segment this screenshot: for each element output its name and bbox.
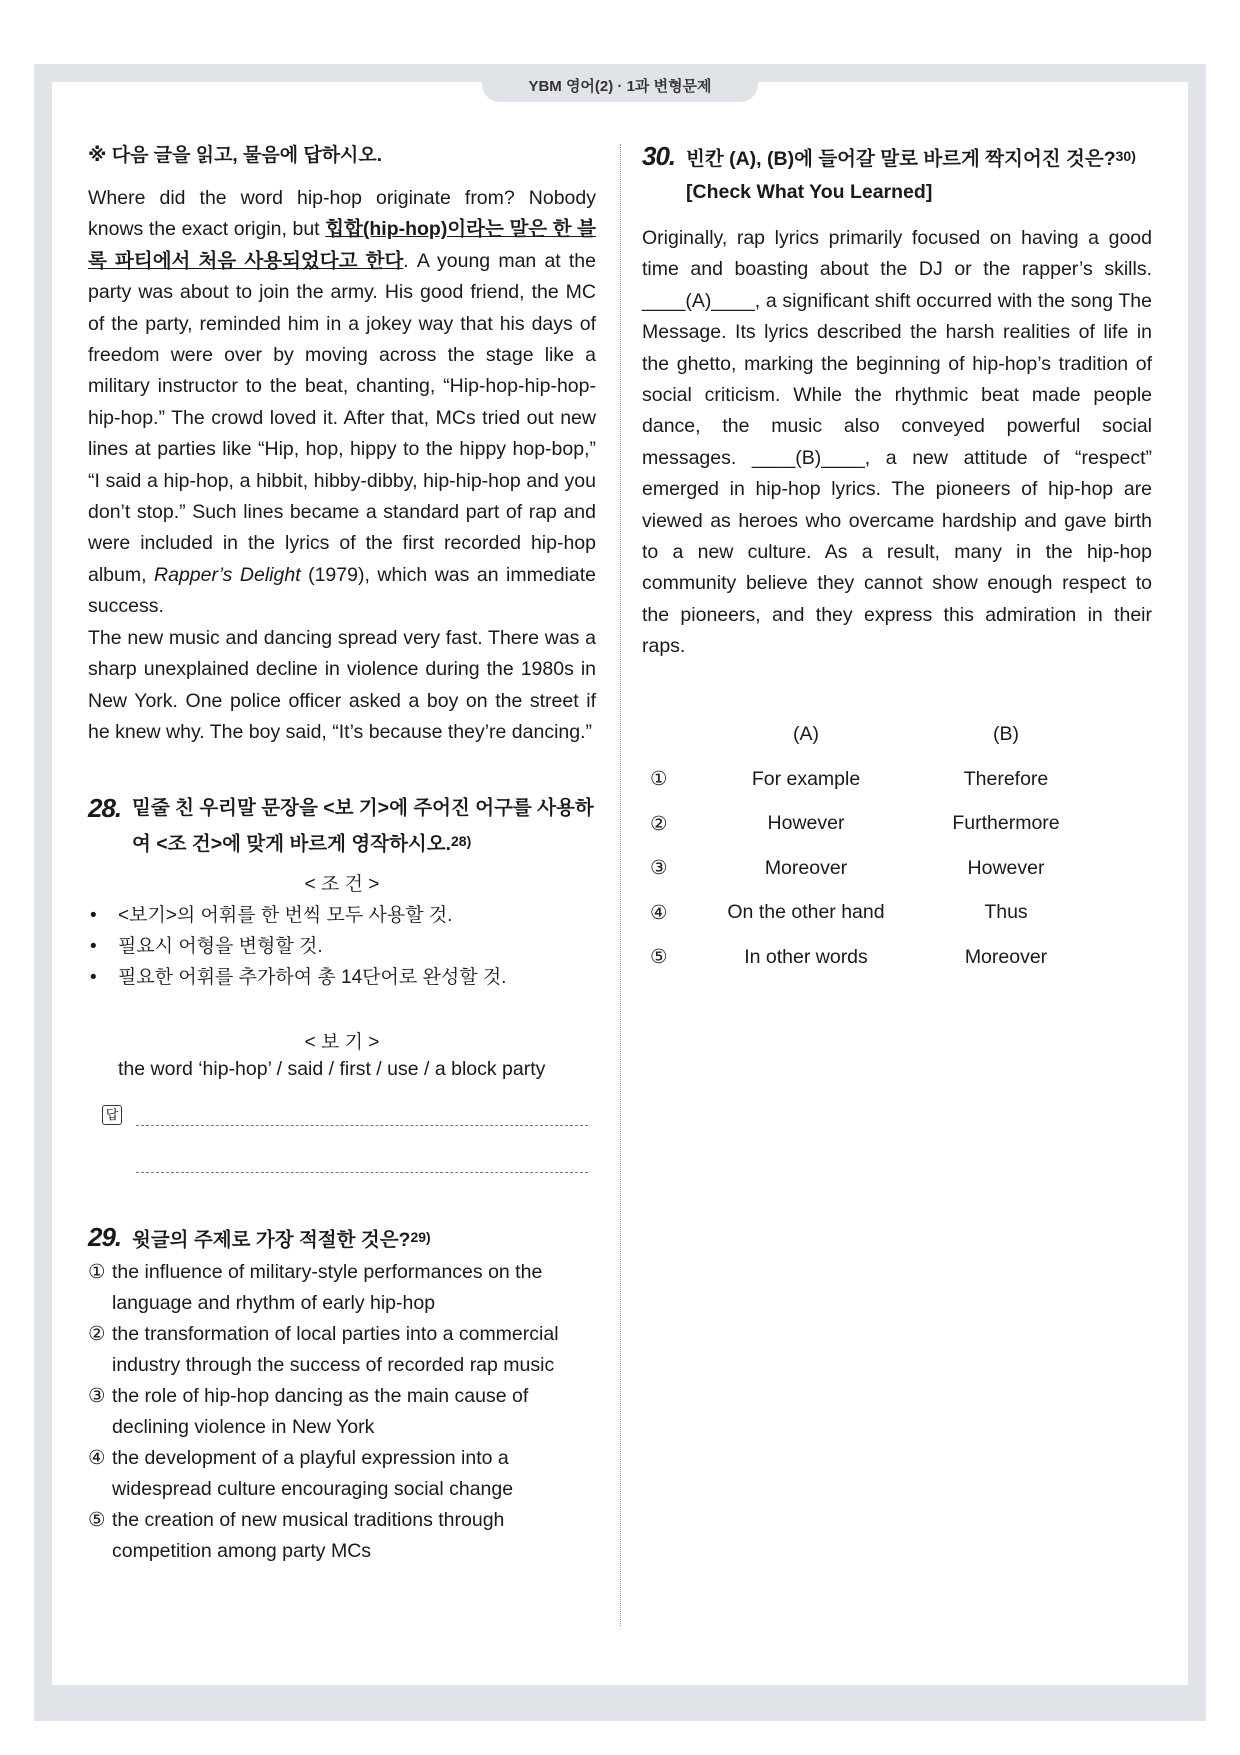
table-row[interactable] [642, 891, 1152, 936]
reading-passage [88, 183, 596, 623]
column-header: (B) [993, 723, 1019, 746]
question-text [132, 792, 596, 861]
option-text: the creation of new musical traditions through competition among party MCs [112, 1509, 505, 1563]
question-number: 30. [642, 141, 676, 171]
answer-line[interactable] [136, 1152, 588, 1173]
question-29 [88, 1221, 596, 1567]
left-column [88, 140, 596, 1567]
option-text: the influence of military-style performances on the language and rhythm of early hip-hop [112, 1261, 543, 1315]
options-list [88, 1257, 596, 1567]
cell-b: Furthermore [952, 812, 1060, 835]
cell-b: Thus [984, 901, 1028, 924]
column-divider [620, 144, 621, 1626]
question-prompt: 밑줄 친 우리말 문장을 <보 기>에 주어진 어구를 사용하여 <조 건>에 맞게 바르게 영작하시오. [132, 797, 594, 856]
question-30-passage [642, 223, 1152, 663]
table-row[interactable] [642, 935, 1152, 980]
question-28 [88, 792, 596, 1199]
condition-item: • 필요시 어형을 변형할 것. [88, 931, 596, 962]
footnote-ref: 28) [451, 833, 472, 850]
answer-option[interactable] [88, 1505, 596, 1567]
right-column [642, 140, 1152, 980]
option-marker: ④ [650, 901, 668, 924]
passage-text: (1979), which was an immediate success. [88, 563, 596, 618]
option-marker: ④ [88, 1447, 106, 1470]
blank-a: ____(A)____ [642, 289, 755, 312]
answer-area [88, 1105, 596, 1199]
question-subtitle: [Check What You Learned] [686, 181, 933, 203]
question-number: 29. [88, 1222, 122, 1253]
option-marker: ③ [88, 1385, 106, 1408]
option-marker: ① [650, 768, 668, 791]
answer-option[interactable] [88, 1257, 596, 1319]
instruction: ※ 다음 글을 읽고, 물음에 답하시오. [88, 145, 383, 166]
option-marker: ① [88, 1261, 106, 1284]
option-text: the role of hip-hop dancing as the main cause of declining violence in New York [112, 1385, 529, 1439]
question-prompt: 빈칸 (A), (B)에 들어갈 말로 바르게 짝지어진 것은? [686, 148, 1116, 170]
cell-a: For example [751, 767, 861, 790]
option-marker: ② [650, 812, 668, 835]
column-header: (A) [793, 723, 819, 746]
condition-item: • <보기>의 어휘를 한 번씩 모두 사용할 것. [88, 900, 596, 931]
blank-b: ____(B)____ [751, 446, 865, 469]
header-title: YBM 영어(2) · 1과 변형문제 [482, 68, 758, 102]
question-30 [642, 140, 1152, 980]
passage-text: Originally, rap lyrics primarily focused on having a good time and boasting about the DJ or the rapper’s skills. [642, 227, 1152, 281]
cell-a: However [767, 812, 845, 835]
option-marker: ③ [650, 857, 668, 880]
option-marker: ② [88, 1323, 106, 1346]
answer-option[interactable] [88, 1319, 596, 1381]
question-text [132, 1221, 431, 1257]
question-text [686, 140, 1136, 209]
conditions-title: < 조 건 > [304, 874, 380, 896]
question-prompt: 윗글의 주제로 가장 적절한 것은? [132, 1229, 411, 1252]
underlined-sentence: 힙합(hip-hop)이라는 말은 한 블록 파티에서 처음 사용되었다고 한다 [88, 218, 596, 272]
answer-label-icon: 답 [102, 1105, 122, 1125]
option-marker: ⑤ [650, 946, 668, 969]
answer-option[interactable] [88, 1443, 596, 1505]
reading-passage-2: The new music and dancing spread very fast. There was a sharp unexplained decline in violence during the 1980s in New York. One police officer asked a boy on the street if he knew why. The boy said, “It’s because they’re dancing.” [88, 626, 596, 743]
answer-line[interactable] [136, 1105, 588, 1126]
option-text: the development of a playful expression into a widespread culture encouraging social change [112, 1447, 514, 1501]
footnote-ref: 29) [410, 1229, 431, 1246]
question-number: 28. [88, 793, 122, 824]
box-title: < 보 기 > [304, 1032, 380, 1054]
table-row[interactable] [642, 802, 1152, 847]
box-words: the word ‘hip-hop’ / said / first / use / a block party [118, 1058, 546, 1081]
album-title: Rapper’s Delight [154, 563, 301, 586]
answer-option[interactable] [88, 1381, 596, 1443]
conditions-list [88, 900, 596, 993]
cell-b: However [967, 856, 1045, 879]
passage-text: Where did the word hip-hop originate from? Nobody knows the exact origin, but [88, 187, 596, 241]
table-row[interactable] [642, 757, 1152, 802]
option-marker: ⑤ [88, 1509, 106, 1532]
passage-text: . A young man at the party was about to join the army. His good friend, the MC of the party, reminded him in a jokey way that his days of freedom were over by moving across the stage like a military instructor to the beat, chanting, “Hip-hop-hip-hop-hip-hop.” The crowd loved it. After that, MCs tried out new lines at parties like “Hip, hop, hippy to the hippy hop-bop,” “I said a hip-hop, a hibbit, hibby-dibby, hip-hip-hop and you don’t stop.” Such lines became a standard part of rap and were included in the lyrics of the first recorded hip-hop album, [88, 249, 596, 586]
cell-b: Therefore [963, 767, 1049, 790]
cell-a: On the other hand [727, 901, 885, 924]
choices-table [642, 713, 1152, 980]
passage-text: , a new attitude of “respect” emerged in hip-hop lyrics. The pioneers of hip-hop are viewed as heroes who overcame hardship and gave birth to a new culture. As a result, many in the hip-hop community believe they cannot show enough respect to the pioneers, and they express this admiration in their raps. [642, 446, 1152, 658]
cell-b: Moreover [964, 945, 1048, 968]
option-text: the transformation of local parties into a commercial industry through the success of recorded rap music [112, 1323, 559, 1377]
table-header-row [642, 713, 1152, 758]
condition-item: • 필요한 어휘를 추가하여 총 14단어로 완성할 것. [88, 962, 596, 993]
cell-a: Moreover [764, 856, 848, 879]
passage-text: , a significant shift occurred with the song The Message. Its lyrics described the harsh realities of life in the ghetto, marking the beginning of hip-hop’s tradition of social criticism. While the rhythmic beat made people dance, the music also conveyed powerful social messages. [642, 289, 1152, 469]
cell-a: In other words [744, 945, 868, 968]
table-row[interactable] [642, 846, 1152, 891]
footnote-ref: 30) [1115, 148, 1136, 164]
